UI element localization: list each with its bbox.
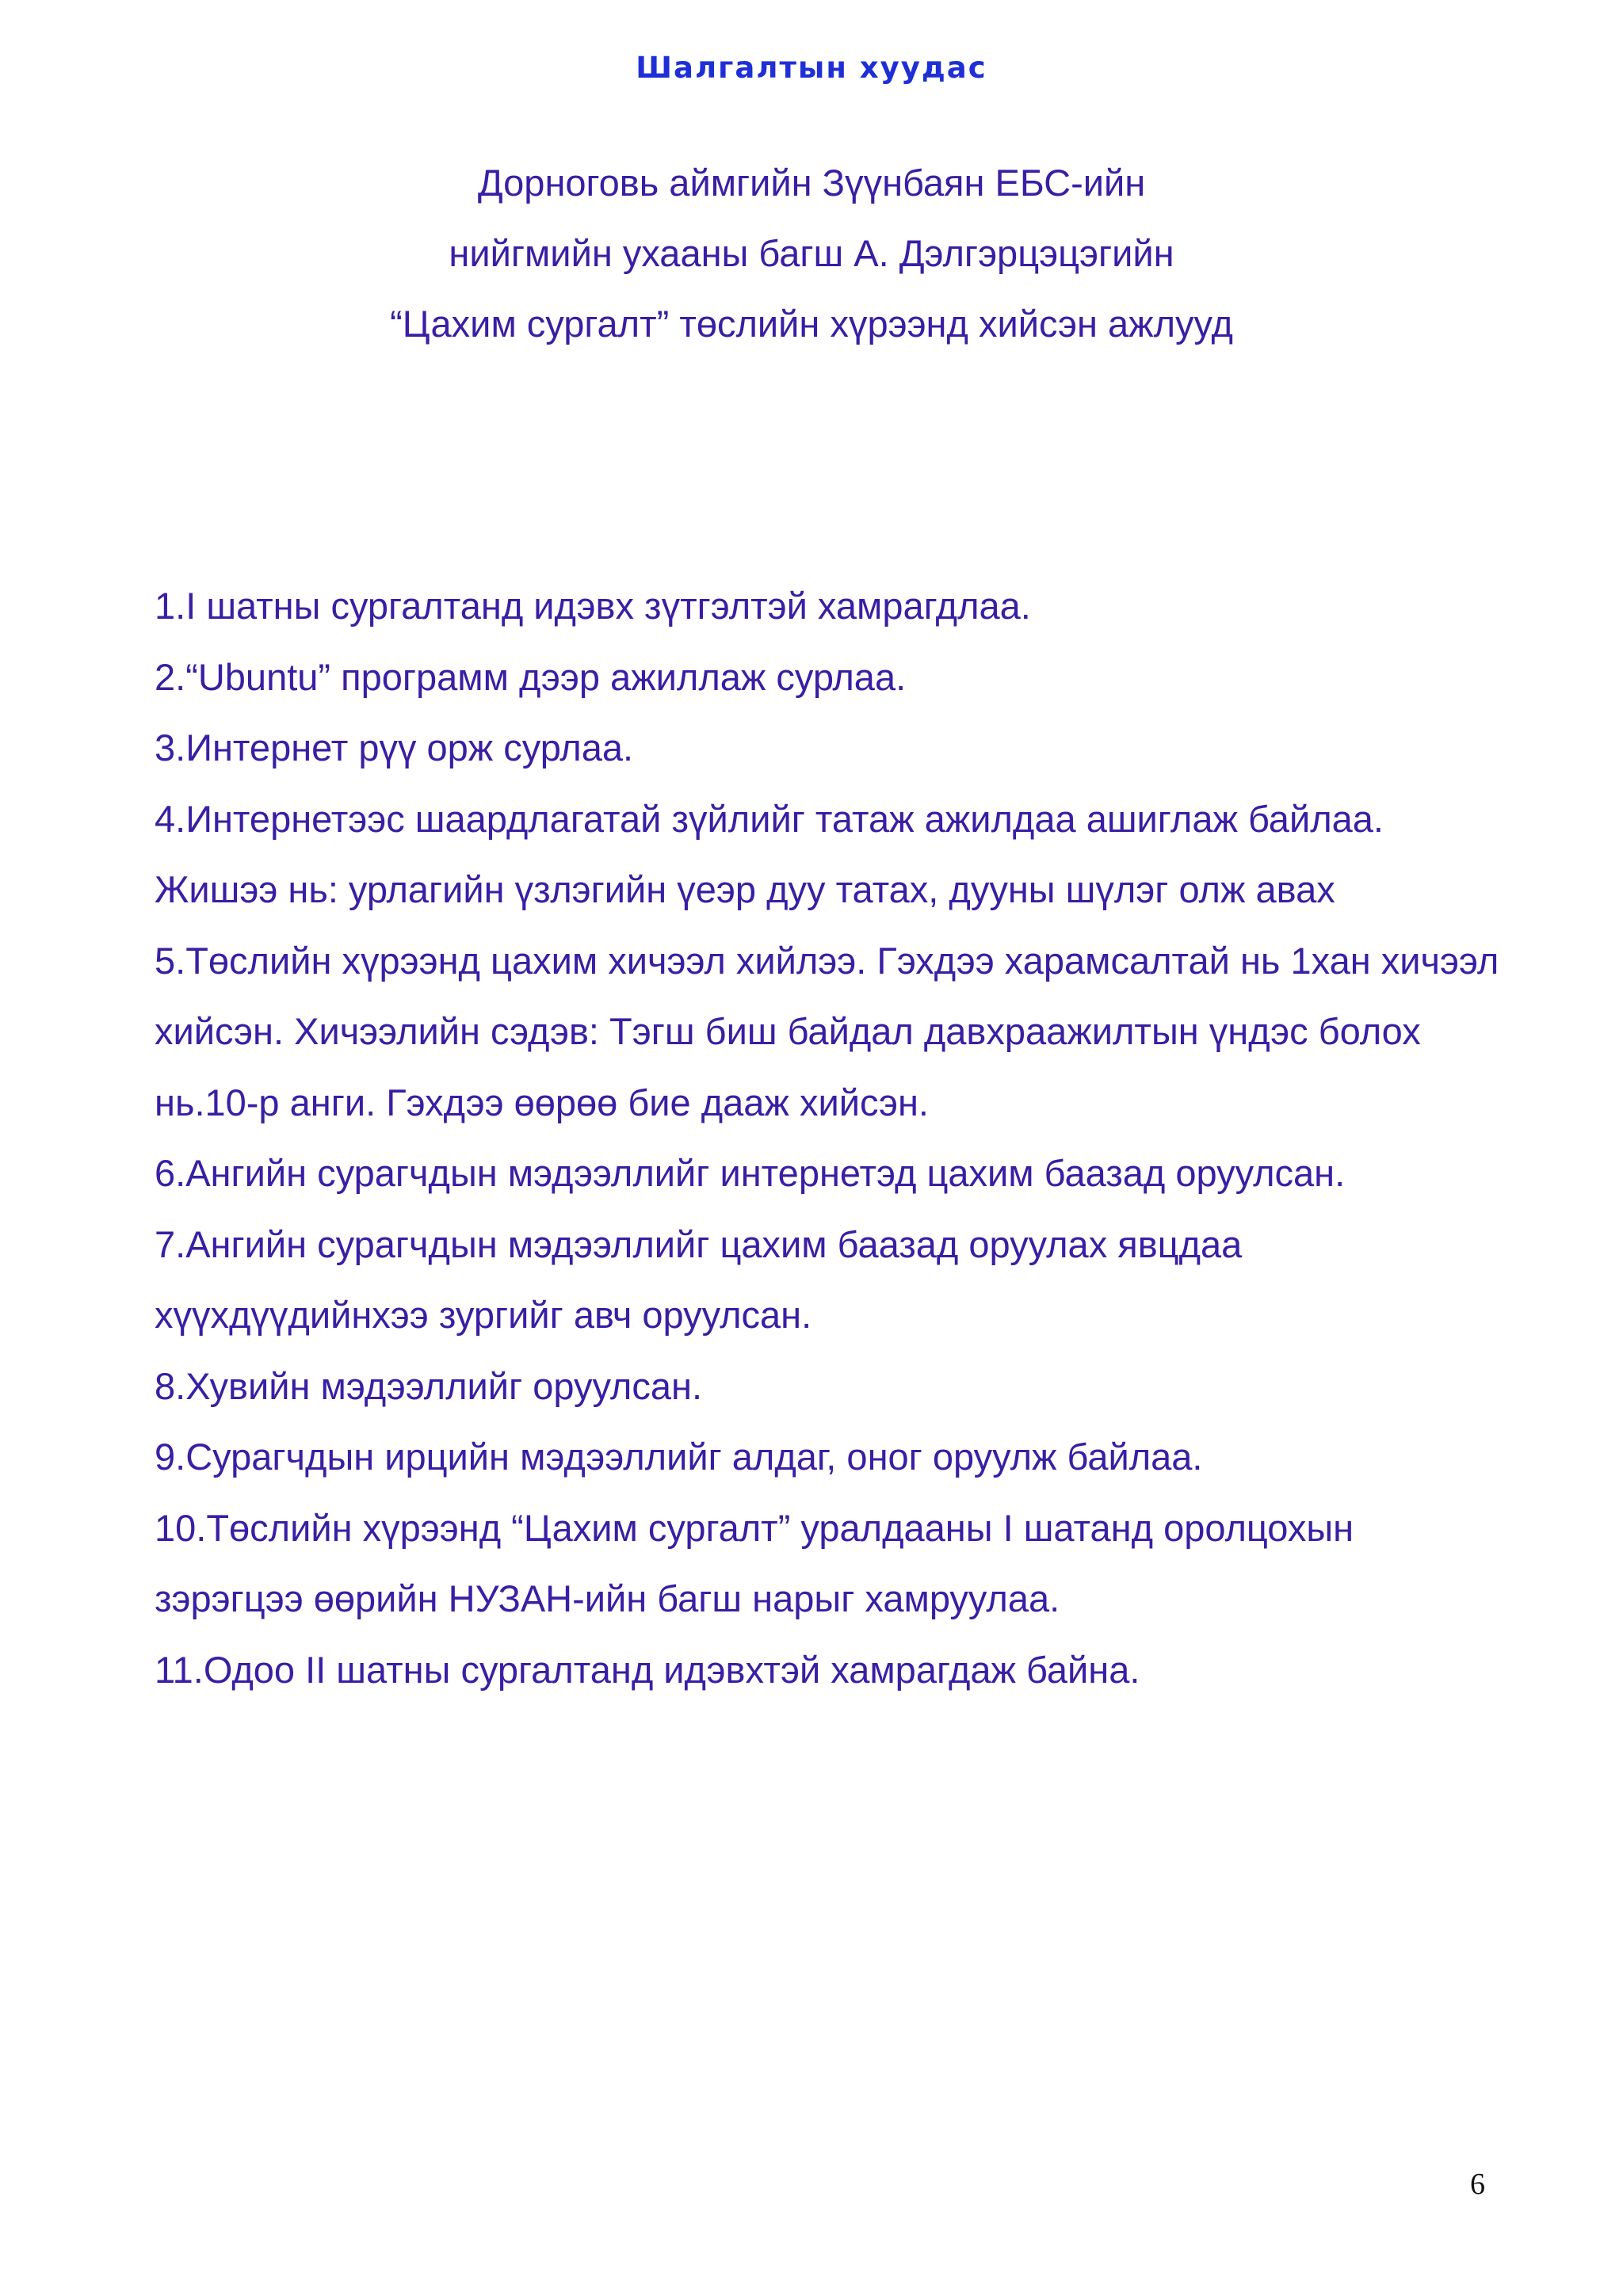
list-item: 5.Төслийн хүрээнд цахим хичээл хийлээ. Гэхдээ харамсалтай нь 1хан хичээл хийсэн. Хичээлийн сэдэв: Тэгш биш байдал давхраажилтын үндэс болох нь.10-р анги. Гэхдээ өөрөө бие дааж хийсэн. bbox=[155, 939, 1499, 1123]
list-item: 2.“Ubuntu” программ дээр ажиллаж сурлаа. bbox=[155, 655, 907, 698]
document-subtitle bbox=[0, 147, 1623, 359]
list-item: 11.Одоо II шатны сургалтанд идэвхтэй хамрагдаж байна. bbox=[155, 1648, 1140, 1691]
list-item: 4.Интернетээс шаардлагатай зүйлийг татаж ажилдаа ашиглаж байлаа. Жишээ нь: урлагийн үзлэгийн үеэр дуу татах, дууны шүлэг олж авах bbox=[155, 797, 1384, 910]
list-item: 9.Сурагчдын ирцийн мэдээллийг алдаг, оног оруулж байлаа. bbox=[155, 1436, 1203, 1478]
list-item: 8.Хувийн мэдээллийг оруулсан. bbox=[155, 1364, 703, 1407]
list-item: 1.I шатны сургалтанд идэвх зүтгэлтэй хамрагдлаа. bbox=[155, 585, 1031, 627]
list-item: 3.Интернет рүү орж сурлаа. bbox=[155, 727, 634, 769]
page-number: 6 bbox=[1470, 2168, 1485, 2201]
work-items-list bbox=[155, 570, 1502, 1705]
subtitle-line: нийгмийн ухааны багш А. Дэлгэрцэцэгийн bbox=[449, 232, 1174, 274]
list-item: 10.Төслийн хүрээнд “Цахим сургалт” уралдааны I шатанд оролцохын зэрэгцээ өөрийн НУЗАН-ийн багш нарыг хамруулаа. bbox=[155, 1506, 1354, 1619]
list-item: 6.Ангийн сурагчдын мэдээллийг интернетэд цахим баазад оруулсан. bbox=[155, 1152, 1346, 1194]
list-item: 7.Ангийн сурагчдын мэдээллийг цахим баазад оруулах явцдаа хүүхдүүдийнхээ зургийг авч оруулсан. bbox=[155, 1222, 1243, 1336]
subtitle-line: Дорноговь аймгийн Зүүнбаян ЕБС-ийн bbox=[477, 162, 1146, 204]
subtitle-line: “Цахим сургалт” төслийн хүрээнд хийсэн ажлууд bbox=[390, 303, 1233, 345]
page-header-title: Шалгалтын хуудас bbox=[636, 51, 987, 85]
